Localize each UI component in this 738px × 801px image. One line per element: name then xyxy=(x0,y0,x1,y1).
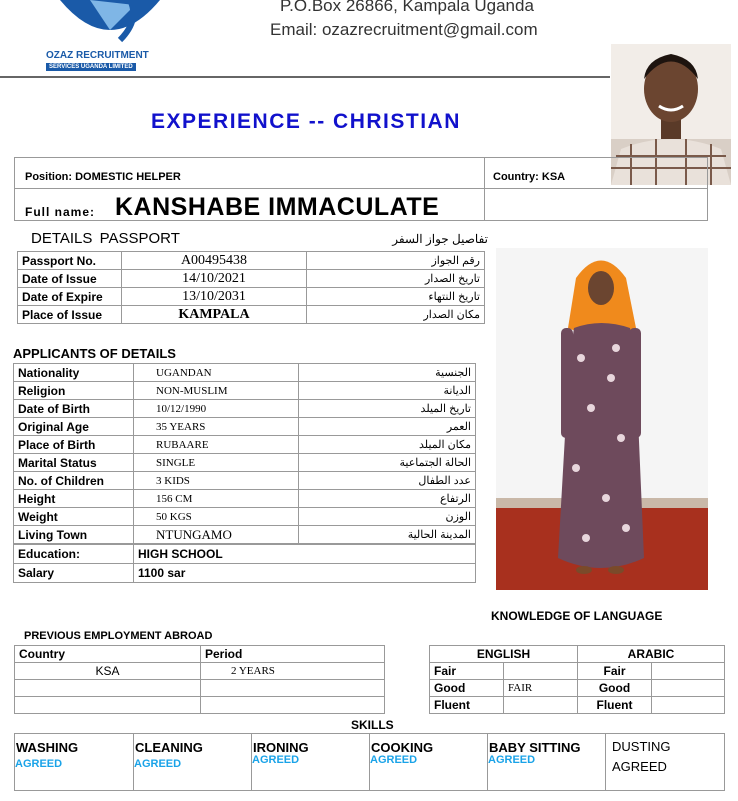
skill-name: BABY SITTING xyxy=(489,740,581,755)
applicant-table xyxy=(13,363,476,544)
applicant-label: Nationality xyxy=(14,364,134,382)
employment-row xyxy=(15,697,385,714)
passport-row xyxy=(18,252,485,270)
lang-level-arabic: Good xyxy=(578,680,652,697)
lang-level-arabic: Fair xyxy=(578,663,652,680)
employment-row xyxy=(15,663,385,680)
applicant-label-ar: الجنسية xyxy=(299,364,476,382)
applicant-value: RUBAARE xyxy=(134,436,299,454)
skill-name: CLEANING xyxy=(135,740,203,755)
lang-english-value xyxy=(504,663,578,680)
employment-country xyxy=(15,697,201,714)
header-divider xyxy=(0,76,610,78)
applicant-value: NON-MUSLIM xyxy=(134,382,299,400)
country-label: Country: KSA xyxy=(493,171,566,183)
employment-period xyxy=(201,680,385,697)
applicant-label: Height xyxy=(14,490,134,508)
applicant-value: 35 YEARS xyxy=(134,418,299,436)
employment-table xyxy=(14,645,385,714)
language-row xyxy=(430,697,725,714)
skill-name: WASHING xyxy=(16,740,79,755)
skill-item xyxy=(487,734,605,790)
logo-company-name: OZAZ RECRUITMENT xyxy=(46,50,149,61)
language-heading: KNOWLEDGE OF LANGUAGE xyxy=(491,609,663,623)
passport-row xyxy=(18,306,485,324)
skill-item xyxy=(251,734,369,790)
skill-name: COOKING xyxy=(371,740,434,755)
applicant-value: UGANDAN xyxy=(134,364,299,382)
passport-label-ar: تاريخ النتهاء xyxy=(307,288,485,306)
applicant-value: 10/12/1990 xyxy=(134,400,299,418)
applicant-label: Marital Status xyxy=(14,454,134,472)
applicant-label-ar: عدد الطفال xyxy=(299,472,476,490)
applicant-label: Original Age xyxy=(14,418,134,436)
passport-heading-ar: تفاصيل جواز السفر xyxy=(392,232,488,246)
passport-label: Date of Issue xyxy=(18,270,122,288)
skill-item xyxy=(133,734,251,790)
applicant-label-ar: المدينة الحالية xyxy=(299,526,476,544)
applicant-row xyxy=(14,526,476,544)
passport-value: A00495438 xyxy=(122,252,307,270)
skill-status: AGREED xyxy=(612,759,667,774)
salary-value: 1100 sar xyxy=(134,564,476,583)
header-email: Email: ozazrecruitment@gmail.com xyxy=(270,20,538,39)
lang-english-value: FAIR xyxy=(504,680,578,697)
passport-label: Passport No. xyxy=(18,252,122,270)
applicant-heading: APPLICANTS OF DETAILS xyxy=(13,346,176,361)
lang-level-arabic: Fluent xyxy=(578,697,652,714)
skill-name: DUSTING xyxy=(612,739,671,754)
lang-level: Fluent xyxy=(430,697,504,714)
applicant-row xyxy=(14,454,476,472)
applicant-row xyxy=(14,364,476,382)
applicant-label: Place of Birth xyxy=(14,436,134,454)
applicant-row xyxy=(14,472,476,490)
applicant-label-ar: تاريخ الميلد xyxy=(299,400,476,418)
passport-row xyxy=(18,270,485,288)
employment-period: 2 YEARS xyxy=(201,663,385,680)
language-row xyxy=(430,663,725,680)
applicant-row xyxy=(14,490,476,508)
applicant-label-ar: الوزن xyxy=(299,508,476,526)
position-label: Position: DOMESTIC HELPER xyxy=(25,171,181,183)
applicant-value: 156 CM xyxy=(134,490,299,508)
lang-level: Fair xyxy=(430,663,504,680)
lang-arabic-value xyxy=(652,680,725,697)
passport-label: Date of Expire xyxy=(18,288,122,306)
language-table xyxy=(429,645,725,714)
passport-value: KAMPALA xyxy=(122,306,307,324)
full-body-photo xyxy=(496,248,708,590)
education-label: Education: xyxy=(14,545,134,564)
applicant-label-ar: العمر xyxy=(299,418,476,436)
skills-heading: SKILLS xyxy=(351,718,394,732)
company-logo xyxy=(40,0,180,75)
education-salary-table xyxy=(13,544,476,583)
skill-item xyxy=(15,734,133,790)
applicant-label-ar: الحالة الجتماعية xyxy=(299,454,476,472)
applicant-value: 50 KGS xyxy=(134,508,299,526)
lang-level: Good xyxy=(430,680,504,697)
skill-status: AGREED xyxy=(134,758,182,770)
passport-value: 14/10/2021 xyxy=(122,270,307,288)
language-row xyxy=(430,680,725,697)
skill-status: AGREED xyxy=(252,754,300,766)
employment-country: KSA xyxy=(15,663,201,680)
lang-arabic-value xyxy=(652,663,725,680)
applicant-label: Living Town xyxy=(14,526,134,544)
employment-row xyxy=(15,680,385,697)
passport-label-ar: رقم الجواز xyxy=(307,252,485,270)
passport-heading: DETAILS PASSPORT xyxy=(31,230,180,247)
skill-item xyxy=(605,734,725,790)
header-po-box: P.O.Box 26866, Kampala Uganda xyxy=(280,0,534,15)
skill-name: IRONING xyxy=(253,740,309,755)
page-title: EXPERIENCE -- CHRISTIAN xyxy=(151,110,461,133)
skills-box xyxy=(14,733,725,791)
fullname-value: KANSHABE IMMACULATE xyxy=(115,193,440,221)
skill-status: AGREED xyxy=(15,758,63,770)
applicant-label-ar: مكان الميلد xyxy=(299,436,476,454)
position-box xyxy=(14,157,708,221)
applicant-row xyxy=(14,436,476,454)
passport-value: 13/10/2031 xyxy=(122,288,307,306)
applicant-value: NTUNGAMO xyxy=(134,526,299,544)
lang-col-english: ENGLISH xyxy=(430,646,578,663)
logo-globe-icon xyxy=(40,0,180,48)
passport-table xyxy=(17,251,485,324)
employment-country xyxy=(15,680,201,697)
applicant-row xyxy=(14,508,476,526)
skill-status: AGREED xyxy=(488,754,536,766)
applicant-row xyxy=(14,382,476,400)
education-value: HIGH SCHOOL xyxy=(134,545,476,564)
salary-label: Salary xyxy=(14,564,134,583)
passport-label: Place of Issue xyxy=(18,306,122,324)
applicant-row xyxy=(14,400,476,418)
passport-label-ar: مكان الصدار xyxy=(307,306,485,324)
lang-col-arabic: ARABIC xyxy=(578,646,725,663)
emp-col-period: Period xyxy=(201,646,385,663)
applicant-value: SINGLE xyxy=(134,454,299,472)
applicant-label: Weight xyxy=(14,508,134,526)
applicant-value: 3 KIDS xyxy=(134,472,299,490)
emp-col-country: Country xyxy=(15,646,201,663)
applicant-label-ar: الديانة xyxy=(299,382,476,400)
applicant-label: Date of Birth xyxy=(14,400,134,418)
passport-label-ar: تاريخ الصدار xyxy=(307,270,485,288)
skill-item xyxy=(369,734,487,790)
applicant-row xyxy=(14,418,476,436)
employment-period xyxy=(201,697,385,714)
applicant-label: Religion xyxy=(14,382,134,400)
applicant-label-ar: الرتفاع xyxy=(299,490,476,508)
fullname-label: Full name: xyxy=(25,205,96,219)
lang-english-value xyxy=(504,697,578,714)
logo-company-sub: SERVICES UGANDA LIMITED xyxy=(46,63,136,71)
skill-status: AGREED xyxy=(370,754,418,766)
lang-arabic-value xyxy=(652,697,725,714)
applicant-label: No. of Children xyxy=(14,472,134,490)
passport-row xyxy=(18,288,485,306)
employment-heading: PREVIOUS EMPLOYMENT ABROAD xyxy=(24,630,213,642)
